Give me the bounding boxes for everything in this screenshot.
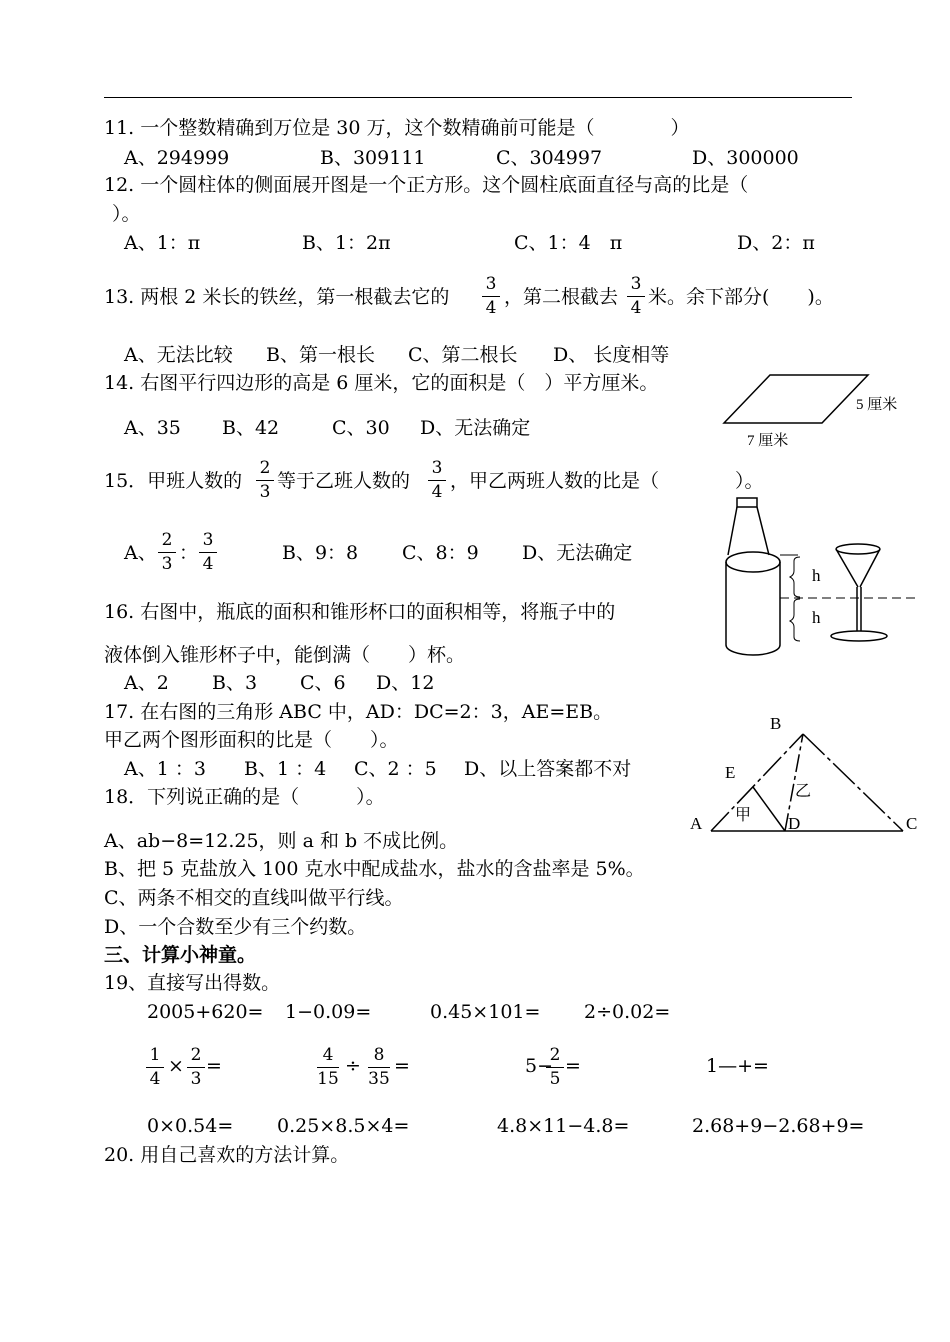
q12-option-b[interactable]: B、1：2π [302, 232, 391, 254]
q11-option-a[interactable]: A、294999 [124, 147, 230, 169]
q19-row2-c-equals: = [565, 1055, 581, 1077]
q15-option-a-ratio: ： [179, 542, 199, 564]
q17-region-yi: 乙 [795, 781, 812, 800]
q17-option-a[interactable]: A、1 ：3 [124, 758, 206, 780]
q16-option-a[interactable]: A、2 [124, 672, 169, 694]
q19-row2-b-operator: ÷ [345, 1055, 361, 1077]
q14-option-b[interactable]: B、42 [222, 417, 280, 439]
q17-stem-line-1: 17. 在右图的三角形 ABC 中，AD：DC=2：3，AE=EB。 [104, 701, 613, 723]
q15-fraction-2: 3 4 [426, 460, 448, 501]
q15-stem-b: 等于乙班人数的 [277, 470, 411, 492]
q17-vertex-b: B [770, 714, 782, 733]
q19-row3-item-4: 2.68+9−2.68+9= [692, 1115, 865, 1137]
q11-option-b[interactable]: B、309111 [320, 147, 426, 169]
q19-row3-item-2: 0.25×8.5×4= [277, 1115, 410, 1137]
q19-stem: 19、直接写出得数。 [104, 972, 281, 994]
section-3-title: 三、计算小神童。 [104, 944, 257, 966]
q19-row2-a-fraction-1: 1 4 [144, 1047, 166, 1088]
q19-row1-item-2: 1−0.09= [285, 1001, 372, 1023]
q13-fraction-2: 3 4 [625, 276, 647, 317]
q18-option-c[interactable]: C、两条不相交的直线叫做平行线。 [104, 887, 404, 909]
q16-bottle-and-cup-figure [718, 495, 933, 665]
q19-row2-a-equals: = [206, 1055, 222, 1077]
q19-row1-item-4: 2÷0.02= [584, 1001, 671, 1023]
q17-option-c[interactable]: C、2 ：5 [354, 758, 437, 780]
q13-stem-c: 米。余下部分( )。 [648, 286, 834, 308]
q19-row2-b-fraction-2: 8 35 [368, 1045, 390, 1089]
q17-point-e: E [725, 763, 736, 782]
q11-option-d[interactable]: D、300000 [692, 147, 799, 169]
q15-stem-a: 15．甲班人数的 [104, 470, 243, 492]
q13-option-c[interactable]: C、第二根长 [408, 344, 518, 366]
q19-row2-c-fraction: 2 5 [544, 1047, 566, 1088]
q17-stem-line-2: 甲乙两个图形面积的比是（ ）。 [104, 729, 399, 751]
q19-row2-c-prefix: 5− [525, 1055, 554, 1077]
q20-stem: 20. 用自己喜欢的方法计算。 [104, 1144, 350, 1166]
q15-fraction-1: 2 3 [254, 460, 276, 501]
q15-option-a-fraction-2: 3 4 [197, 532, 219, 573]
q19-row2-b-equals: = [394, 1055, 410, 1077]
q13-stem-b: ，第二根截去 [504, 286, 619, 308]
q12-option-c[interactable]: C、1：4 π [514, 232, 623, 254]
q19-row1-item-1: 2005+620= [147, 1001, 264, 1023]
q15-option-a-fraction-1: 2 3 [156, 532, 178, 573]
q19-row2-a-fraction-2: 2 3 [185, 1047, 207, 1088]
q14-stem: 14. 右图平行四边形的高是 6 厘米，它的面积是（ ）平方厘米。 [104, 372, 659, 394]
q17-region-jia: 甲 [735, 805, 752, 824]
q13-option-d[interactable]: D、 长度相等 [553, 344, 670, 366]
q14-figure-side-label: 5 厘米 [856, 397, 898, 413]
q16-option-c[interactable]: C、6 [300, 672, 346, 694]
q17-option-d[interactable]: D、以上答案都不对 [464, 758, 632, 780]
q15-option-d[interactable]: D、无法确定 [522, 542, 633, 564]
q13-stem-a: 13. 两根 2 米长的铁丝，第一根截去它的 [104, 286, 450, 308]
q17-point-d: D [788, 814, 801, 833]
q16-stem-line-1: 16. 右图中，瓶底的面积和锥形杯口的面积相等，将瓶子中的 [104, 601, 616, 623]
q14-option-c[interactable]: C、30 [332, 417, 390, 439]
q12-stem-end: ）。 [112, 203, 141, 225]
q13-option-b[interactable]: B、第一根长 [266, 344, 375, 366]
q19-row3-item-3: 4.8×11−4.8= [497, 1115, 630, 1137]
q13-fraction-1: 3 4 [480, 276, 502, 317]
q19-row2-b-fraction-1: 4 15 [317, 1045, 339, 1089]
q17-option-b[interactable]: B、1 ：4 [244, 758, 327, 780]
q18-option-b[interactable]: B、把 5 克盐放入 100 克水中配成盐水，盐水的含盐率是 5%。 [104, 858, 645, 880]
q19-row2-d: 1—+= [706, 1055, 769, 1077]
q16-figure-label-h-lower: h [812, 608, 821, 627]
q12-stem: 12. 一个圆柱体的侧面展开图是一个正方形。这个圆柱底面直径与高的比是（ [104, 174, 749, 196]
q17-vertex-c: C [906, 814, 918, 833]
top-rule [104, 97, 852, 98]
q14-option-d[interactable]: D、无法确定 [420, 417, 531, 439]
q18-stem: 18．下列说正确的是（ ）。 [104, 786, 385, 808]
q15-option-b[interactable]: B、9：8 [282, 542, 359, 564]
q14-option-a[interactable]: A、35 [124, 417, 181, 439]
q18-option-d[interactable]: D、一个合数至少有三个约数。 [104, 916, 367, 938]
q17-vertex-a: A [690, 814, 703, 833]
q13-option-a[interactable]: A、无法比较 [124, 344, 233, 366]
q16-stem-line-2: 液体倒入锥形杯子中，能倒满（ ）杯。 [104, 644, 466, 666]
q12-option-d[interactable]: D、2：π [737, 232, 815, 254]
q16-option-d[interactable]: D、12 [376, 672, 435, 694]
q11-option-c[interactable]: C、304997 [496, 147, 603, 169]
q15-option-a-prefix[interactable]: A、 [124, 542, 157, 564]
q12-option-a[interactable]: A、1：π [124, 232, 201, 254]
q19-row1-item-3: 0.45×101= [430, 1001, 541, 1023]
q19-row2-a-operator: × [168, 1055, 184, 1077]
q19-row3-item-1: 0×0.54= [147, 1115, 234, 1137]
q18-option-a[interactable]: A、ab−8=12.25，则 a 和 b 不成比例。 [104, 830, 459, 852]
q16-option-b[interactable]: B、3 [212, 672, 258, 694]
q15-stem-c: ，甲乙两班人数的比是（ ）。 [450, 470, 764, 492]
q15-option-c[interactable]: C、8：9 [402, 542, 479, 564]
q14-figure-base-label: 7 厘米 [747, 433, 789, 449]
q11-stem: 11. 一个整数精确到万位是 30 万，这个数精确前可能是（ ） [104, 117, 690, 139]
q16-figure-label-h-upper: h [812, 566, 821, 585]
